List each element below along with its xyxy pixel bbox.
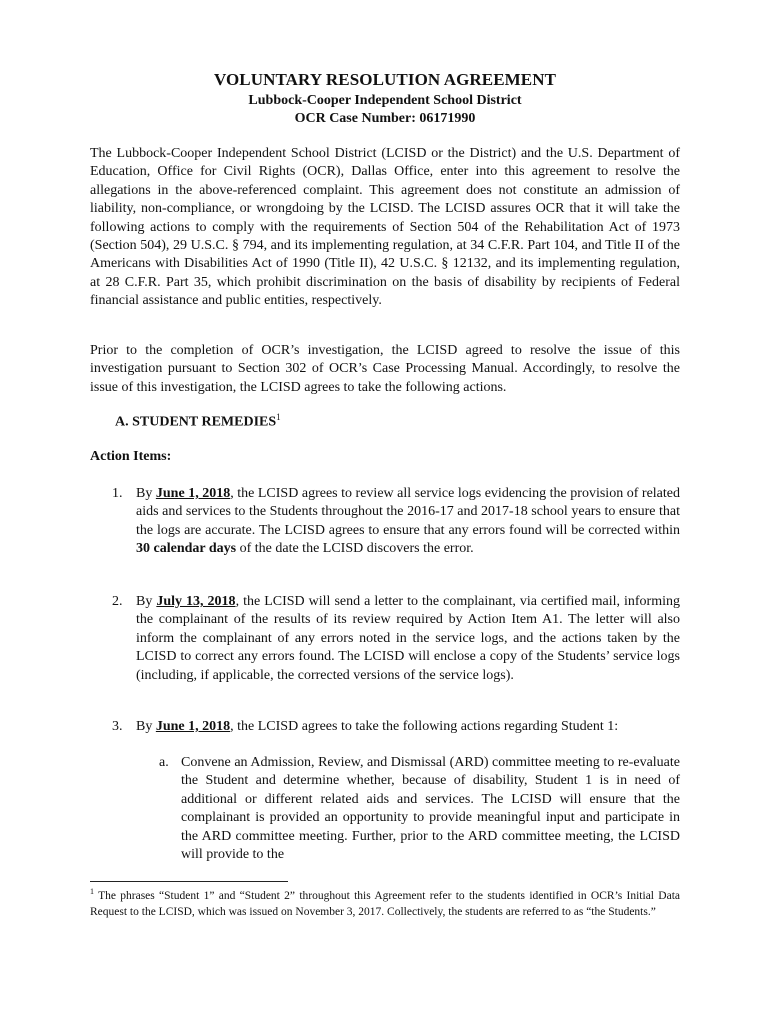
document-title: VOLUNTARY RESOLUTION AGREEMENT <box>213 70 557 89</box>
section-a-heading-text: A. STUDENT REMEDIES <box>115 414 277 430</box>
action-item-number: 1. <box>112 486 123 501</box>
footnote-divider <box>90 881 288 882</box>
action-item-text: , the LCISD agrees to take the following actions regarding Student 1: <box>230 719 619 734</box>
action-item-2 <box>112 593 680 685</box>
action-item-deadline: June 1, 2018 <box>155 486 231 501</box>
action-item-deadline: July 13, 2018 <box>156 594 236 609</box>
action-item-timeframe: 30 calendar days <box>136 541 237 557</box>
action-item-1 <box>112 485 680 559</box>
action-subitem-a <box>159 754 680 864</box>
action-item-lead: By <box>136 486 156 501</box>
action-item-text: , the LCISD will send a letter to the complainant, via certified mail, informing the complainant of the results of its review required by Action Item A1. The letter will also inform the complainant of any errors noted in the service logs, and the actions taken by the LCISD to correct any errors found. The LCISD will enclose a copy of the Students’ service logs (including, if applicable, the corrected versions of the service logs). <box>136 594 680 683</box>
action-items-heading: Action Items: <box>90 449 172 464</box>
case-number: OCR Case Number: 06171990 <box>294 111 476 126</box>
intro-paragraph-2: Prior to the completion of OCR’s investigation, the LCISD agreed to resolve the issue of this investigation pursuant to Section 302 of OCR’s Case Processing Manual. Accordingly, to resolve the issue of this investigation, the LCISD agrees to take the following actions. <box>90 343 680 395</box>
intro-paragraph-1: The Lubbock-Cooper Independent School District (LCISD or the District) and the U.S. Department of Education, Office for Civil Rights (OCR), Dallas Office, enter into this agreement to resolve the allegations in the above-referenced complaint. This agreement does not constitute an admission of liability, non-compliance, or wrongdoing by the LCISD. The LCISD assures OCR that it will take the following actions to comply with the requirements of Section 504 of the Rehabilitation Act of 1973 (Section 504), 29 U.S.C. § 794, and its implementing regulation, at 34 C.F.R. Part 104, and Title II of the Americans with Disabilities Act of 1990 (Title II), 42 U.S.C. § 12132, and its implementing regulation, at 28 C.F.R. Part 35, which prohibit discrimination on the basis of disability by recipients of Federal financial assistance and public entities, respectively. <box>90 146 680 309</box>
action-item-number: 2. <box>112 594 123 609</box>
footnote-marker: 1 <box>90 887 94 896</box>
subitem-body: Convene an Admission, Review, and Dismissal (ARD) committee meeting to re-evaluate the Student and determine whether, because of disability, Student 1 is in need of additional or different related aids and services. The LCISD will ensure that the complainant is provided an opportunity to provide meaningful input and participate in the ARD committee meeting. Further, prior to the ARD committee meeting, the LCISD will provide to the <box>181 755 680 863</box>
footnote-reference: 1 <box>276 412 281 422</box>
action-item-number: 3. <box>112 719 123 734</box>
action-item-text: , the LCISD agrees to review all service logs evidencing the provision of related aids and services to the Students throughout the 2016-17 and 2017-18 school years to ensure that the logs are accurate. The LCISD agrees to ensure that any errors found will be corrected within <box>136 486 680 538</box>
subitem-letter: a. <box>159 755 169 770</box>
action-item-lead: By <box>136 719 156 734</box>
action-item-body <box>136 718 680 736</box>
action-item-3 <box>112 718 680 736</box>
action-item-body <box>136 485 680 559</box>
action-item-deadline: June 1, 2018 <box>155 719 231 734</box>
footnote <box>90 884 680 920</box>
action-item-lead: By <box>136 594 157 609</box>
footnote-text: The phrases “Student 1” and “Student 2” throughout this Agreement refer to the students identified in OCR’s Initial Data Request to the LCISD, which was issued on November 3, 2017. Collectively, the students are referred to as “the Students.” <box>90 889 680 918</box>
section-a-heading <box>115 412 281 431</box>
action-item-body <box>136 593 680 685</box>
district-name: Lubbock-Cooper Independent School District <box>248 93 522 108</box>
action-item-text-end: of the date the LCISD discovers the error. <box>236 541 474 557</box>
